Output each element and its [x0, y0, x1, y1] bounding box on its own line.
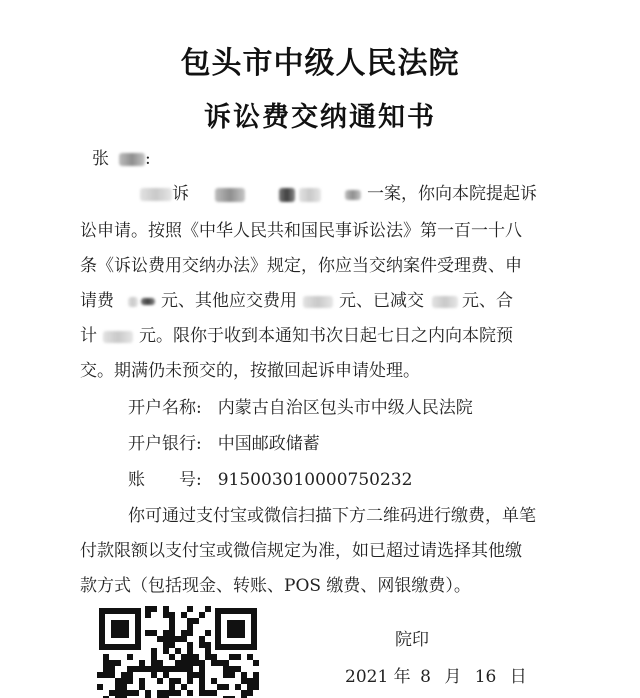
- court-seal-label: 院印: [395, 630, 429, 650]
- account-name-row: [128, 397, 628, 419]
- body-text: 一案，你向本院提起诉: [367, 184, 537, 204]
- redacted-party: [345, 190, 361, 200]
- body-text: 诉: [172, 184, 189, 204]
- account-name-value: 内蒙古自治区包头市中级人民法院: [217, 398, 473, 418]
- payment-line-1: 你可通过支付宝或微信扫描下方二维码进行缴费，单笔: [128, 506, 536, 526]
- body-text: 元、合: [462, 291, 513, 311]
- redacted-name: [119, 153, 145, 166]
- addressee-line: [92, 148, 592, 170]
- qr-code-icon[interactable]: [97, 606, 259, 698]
- account-number-label: 账 号:: [128, 470, 202, 490]
- account-number-row: [128, 469, 628, 491]
- redacted-amount: [128, 297, 138, 307]
- date-day-unit: 日: [509, 667, 527, 687]
- body-text: 元、其他应交费用: [161, 291, 297, 311]
- body-text: 元、已减交: [339, 291, 424, 311]
- body-text: 计: [80, 326, 97, 346]
- account-number-value: 915003010000750232: [217, 470, 413, 490]
- body-line-3: 条《诉讼费用交纳办法》规定，你应当交纳案件受理费、申: [80, 256, 522, 276]
- body-line-5: [80, 325, 580, 347]
- redacted-party: [279, 188, 295, 202]
- payment-line-3: 款方式（包括现金、转账、POS 缴费、网银缴费）。: [80, 576, 471, 596]
- account-bank-value: 中国邮政储蓄: [217, 434, 320, 454]
- body-line-6: 交。期满仍未预交的，按撤回起诉申请处理。: [80, 361, 420, 381]
- body-text: 请费: [80, 291, 114, 311]
- redacted-amount: [103, 331, 133, 343]
- issue-date: [345, 662, 527, 687]
- redacted-party: [215, 188, 245, 202]
- body-line-4: [80, 290, 580, 312]
- date-month-unit: 月: [444, 667, 462, 687]
- account-bank-row: [128, 433, 628, 455]
- document-title: 诉讼费交纳通知书: [204, 102, 436, 133]
- addressee-surname: 张: [92, 149, 109, 169]
- payment-line-2: 付款限额以支付宝或微信规定为准，如已超过请选择其他缴: [80, 541, 522, 561]
- redacted-amount: [141, 298, 155, 305]
- body-text: 元。限你于收到本通知书次日起七日之内向本院预: [139, 326, 513, 346]
- account-name-label: 开户名称:: [128, 398, 202, 418]
- redacted-party: [140, 188, 172, 201]
- body-line-1: [140, 183, 640, 205]
- date-year-unit: 年: [393, 667, 411, 687]
- account-bank-label: 开户银行:: [128, 434, 202, 454]
- redacted-party: [299, 188, 321, 202]
- addressee-colon: :: [145, 149, 151, 169]
- date-day: 16: [474, 667, 497, 687]
- redacted-amount: [303, 296, 333, 308]
- date-year: 2021: [345, 667, 389, 687]
- body-line-2: 讼申请。按照《中华人民共和国民事诉讼法》第一百一十八: [80, 221, 522, 241]
- court-name: 包头市中级人民法院: [180, 46, 460, 81]
- date-month: 8: [420, 667, 431, 687]
- redacted-amount: [432, 296, 458, 308]
